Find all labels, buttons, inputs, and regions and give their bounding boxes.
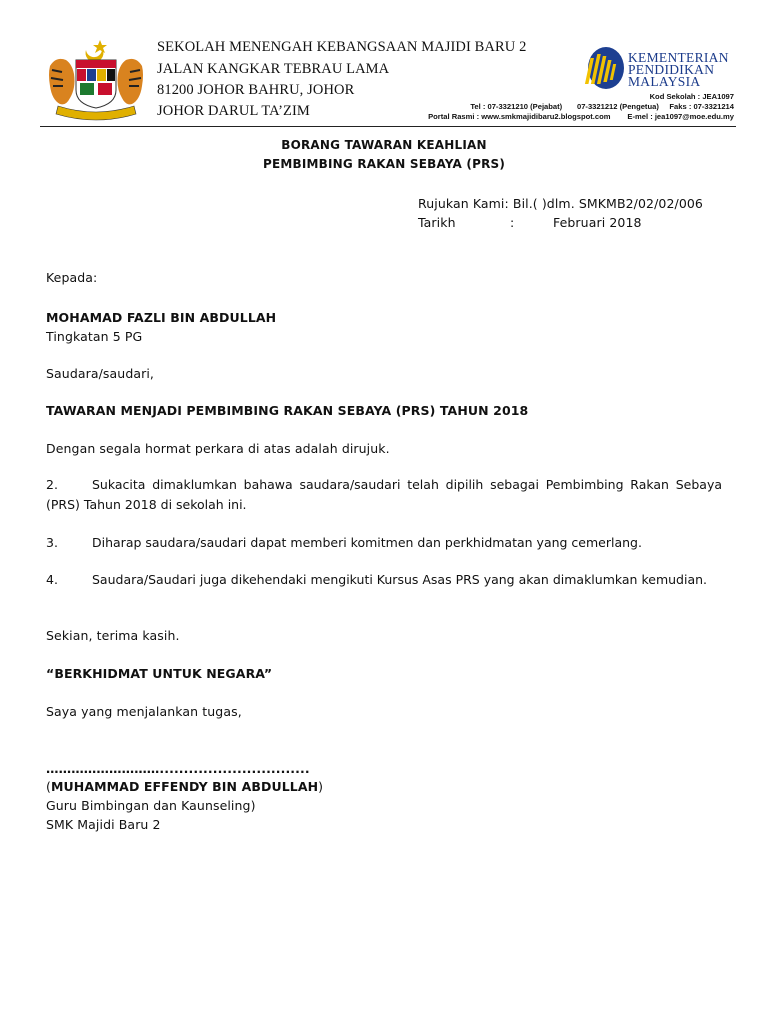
header-divider [40, 126, 736, 127]
contact-phones: Tel : 07-3321210 (Pejabat) 07-3321212 (Pengetua) Faks : 07-3321214 [470, 102, 734, 111]
school-address-state: JOHOR DARUL TA’ZIM [157, 103, 310, 119]
kpm-logo-icon [584, 46, 624, 90]
school-name: SEKOLAH MENENGAH KEBANGSAAN MAJIDI BARU 2 [157, 39, 527, 55]
paren-close: ) [318, 779, 324, 794]
reference-number: Rujukan Kami: Bil.( )dlm. SMKMB2/02/02/006 [418, 196, 703, 211]
intro-text: Dengan segala hormat perkara di atas adalah dirujuk. [46, 441, 390, 456]
form-subtitle: PEMBIMBING RAKAN SEBAYA (PRS) [262, 157, 506, 171]
school-address-city: 81200 JOHOR BAHRU, JOHOR [157, 82, 355, 98]
signatory-name-text: MUHAMMAD EFFENDY BIN ABDULLAH [50, 779, 319, 794]
date-label: Tarikh [418, 215, 456, 230]
recipient-class: Tingkatan 5 PG [46, 329, 143, 344]
ministry-name-line1: KEMENTERIAN [628, 50, 729, 65]
motto: “BERKHIDMAT UNTUK NEGARA” [46, 666, 273, 681]
ministry-name-line3: MALAYSIA [628, 74, 701, 89]
contact-portal-email: Portal Rasmi : www.smkmajidibaru2.blogspot.com E-mel : jea1097@moe.edu.my [428, 112, 734, 121]
signatory-position: Guru Bimbingan dan Kaunseling) [46, 798, 256, 813]
to-label: Kepada: [46, 270, 98, 285]
form-title: BORANG TAWARAN KEAHLIAN [281, 138, 487, 152]
letter-subject: TAWARAN MENJADI PEMBIMBING RAKAN SEBAYA (PRS) TAHUN 2018 [46, 403, 529, 418]
date-colon: : [510, 215, 515, 230]
paragraph-4 [46, 570, 722, 590]
date-value: Februari 2018 [553, 215, 642, 230]
recipient-name: MOHAMAD FAZLI BIN ABDULLAH [46, 310, 277, 325]
paragraph-text: Saudara/Saudari juga dikehendaki mengikuti Kursus Asas PRS yang akan dimaklumkan kemudian. [92, 572, 708, 587]
ministry-name-line2: PENDIDIKAN [628, 62, 715, 77]
paragraph-text: Sukacita dimaklumkan bahawa saudara/saudari telah dipilih sebagai Pembimbing Rakan Sebaya (PRS) Tahun 2018 di sekolah ini. [46, 477, 722, 512]
paragraph-number: 2. [46, 477, 58, 492]
school-address-street: JALAN KANGKAR TEBRAU LAMA [157, 61, 390, 77]
paragraph-2 [46, 475, 722, 515]
signatory-school: SMK Majidi Baru 2 [46, 817, 161, 832]
closing-text: Sekian, terima kasih. [46, 628, 180, 643]
signature-line: ………………………............................... [46, 761, 310, 776]
paragraph-number: 3. [46, 535, 58, 550]
malaysia-coat-of-arms-icon [44, 36, 148, 124]
school-code: Kod Sekolah : JEA1097 [649, 92, 734, 101]
paren-open: ( [46, 779, 51, 794]
signatory-name [46, 779, 323, 794]
paragraph-text: Diharap saudara/saudari dapat memberi komitmen dan perkhidmatan yang cemerlang. [92, 535, 642, 550]
duty-text: Saya yang menjalankan tugas, [46, 704, 242, 719]
paragraph-number: 4. [46, 572, 58, 587]
paragraph-3 [46, 533, 722, 553]
salutation: Saudara/saudari, [46, 366, 154, 381]
